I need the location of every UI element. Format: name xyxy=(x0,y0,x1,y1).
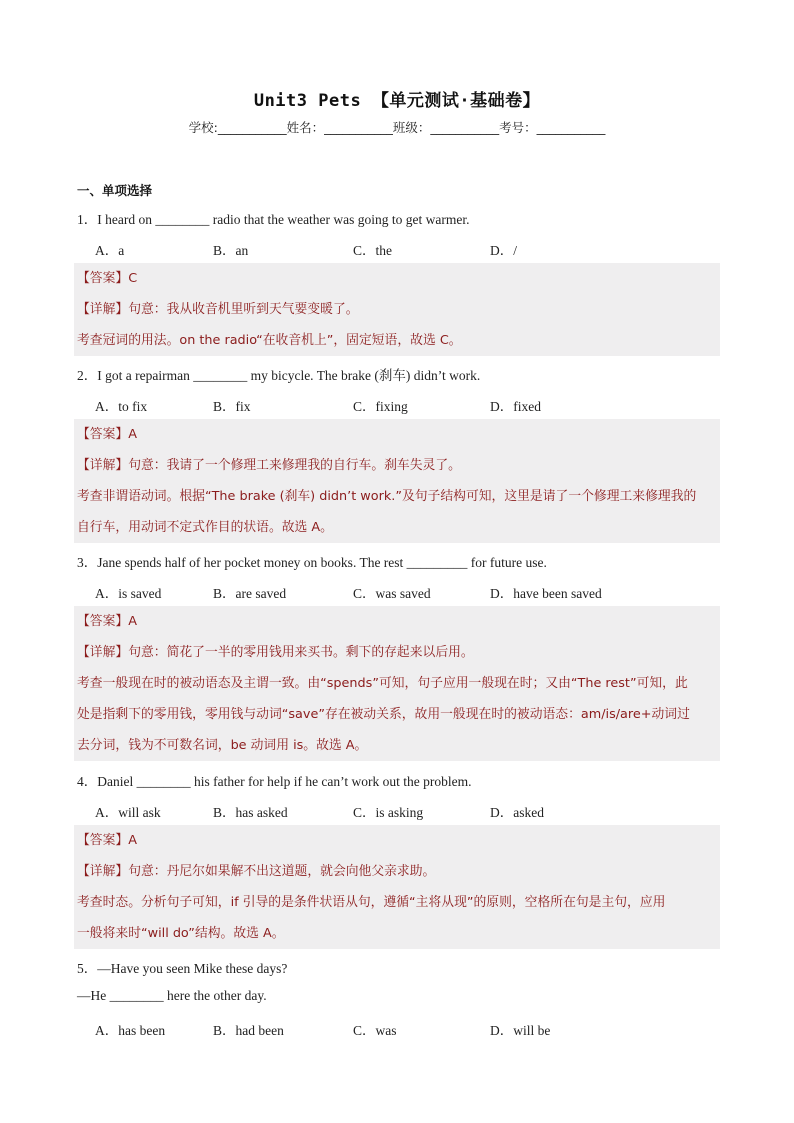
option-b: B．had been xyxy=(213,1023,284,1038)
option-d: D．asked xyxy=(490,805,544,820)
explanation-line: 考查一般现在时的被动语态及主谓一致。由“spends”可知，句子应用一般现在时；又由“The rest”可知，此 xyxy=(77,676,688,691)
option-d: D．will be xyxy=(490,1023,551,1038)
option-a: A．has been xyxy=(95,1023,166,1038)
detail-text: 【详解】句意：简花了一半的零用钱用来买书。剩下的存起来以后用。 xyxy=(77,645,474,660)
explanation-line: 考查时态。分析句子可知，if 引导的是条件状语从句，遵循“主将从现”的原则，空格所在句是主句，应用 xyxy=(77,895,666,910)
explanation-line: 考查非谓语动词。根据“The brake (刹车) didn’t work.”及句子结构可知，这里是请了一个修理工来修理我的 xyxy=(77,489,697,504)
detail-text: 【详解】句意：丹尼尔如果解不出这道题，就会向他父亲求助。 xyxy=(77,864,436,879)
option-d: D．/ xyxy=(490,243,517,258)
explanation-line: 处是指剩下的零用钱，零用钱与动词“save”存在被动关系，故用一般现在时的被动语态：am/is/are+动词过 xyxy=(77,707,690,722)
answer-label: 【答案】A xyxy=(77,614,137,629)
option-c: C．is asking xyxy=(353,805,424,820)
page-title: Unit3 Pets 【单元测试·基础卷】 xyxy=(253,91,541,111)
question-3-answer-box xyxy=(74,606,720,761)
detail-text: 【详解】句意：我从收音机里听到天气要变暖了。 xyxy=(77,302,359,317)
option-c: C．was saved xyxy=(353,586,431,601)
option-a: A．to fix xyxy=(95,399,148,414)
option-c: C．was xyxy=(353,1023,397,1038)
option-b: B．has asked xyxy=(213,805,288,820)
option-a: A．is saved xyxy=(95,586,162,601)
explanation-line: 自行车，用动词不定式作目的状语。故选 A。 xyxy=(77,520,333,535)
explanation-line: 考查冠词的用法。on the radio“在收音机上”，固定短语，故选 C。 xyxy=(77,333,462,348)
explanation-line: 去分词，钱为不可数名词，be 动词用 is。故选 A。 xyxy=(77,738,368,753)
option-b: B．fix xyxy=(213,399,251,414)
section-heading: 一、单项选择 xyxy=(77,183,153,198)
question-1-stem: 1．I heard on ________ radio that the weather was going to get warmer. xyxy=(77,212,470,227)
answer-label: 【答案】A xyxy=(77,833,137,848)
student-info-line: 学校:___________姓名：___________班级：___________考号：___________ xyxy=(188,120,606,135)
question-3-stem: 3．Jane spends half of her pocket money on books. The rest _________ for future use. xyxy=(77,555,547,570)
option-c: C．fixing xyxy=(353,399,408,414)
question-4-answer-box xyxy=(74,825,720,949)
option-d: D．have been saved xyxy=(490,586,602,601)
answer-label: 【答案】C xyxy=(77,271,138,286)
option-b: B．an xyxy=(213,243,249,258)
option-c: C．the xyxy=(353,243,392,258)
question-5-stem: 5．—Have you seen Mike these days? xyxy=(77,961,288,976)
option-d: D．fixed xyxy=(490,399,541,414)
question-1-answer-box xyxy=(74,263,720,356)
detail-text: 【详解】句意：我请了一个修理工来修理我的自行车。刹车失灵了。 xyxy=(77,458,461,473)
question-2-stem: 2．I got a repairman ________ my bicycle. The brake (刹车) didn’t work. xyxy=(77,368,481,383)
option-a: A．will ask xyxy=(95,805,161,820)
option-b: B．are saved xyxy=(213,586,287,601)
question-5-stem-reply: —He ________ here the other day. xyxy=(77,988,267,1003)
option-a: A．a xyxy=(95,243,125,258)
answer-label: 【答案】A xyxy=(77,427,137,442)
question-4-stem: 4．Daniel ________ his father for help if he can’t work out the problem. xyxy=(77,774,472,789)
explanation-line: 一般将来时“will do”结构。故选 A。 xyxy=(77,926,285,941)
question-2-answer-box xyxy=(74,419,720,543)
